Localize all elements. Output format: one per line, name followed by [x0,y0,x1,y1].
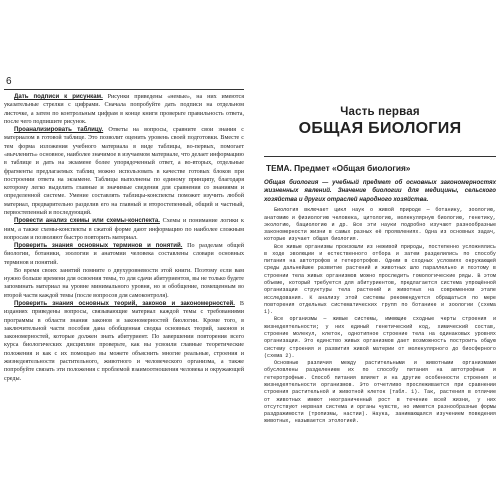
body-paragraph: Основные различия между растительными и животными организмами обусловлены разделением их по способу питания на автотрофные и гетеротрофные. Способ питания влияет и на другие особенности строения и жизнедеятельности организмов. Это отчетливо прослеживается при сравнении строения растительной и животной клеток (табл. 1). Так, растения в отличие от животных имеют неограниченный рост в течение всей жизни, у них отсутствуют нервная система и органы чувств, но имеются разнообразные формы раздражимости (тропизмы, настии). Наука, занимающаяся изучением поведения животных, называется этологией. [264,360,496,425]
page-number: 6 [6,76,12,87]
definition-term: Общая биология [264,179,319,186]
lead-phrase: Дать подписи к рисункам. [14,93,103,100]
paragraph-scheme-analysis: Провести анализ схемы или схемы-конспекта. Схемы и понимание логики к ним, а также схемы-конспекты в сжатой форме дают информацию по наиболее сложным вопросам и позволяют быстро повторить материал. [4,217,244,241]
paragraph-two-levels: Во время своих занятий помните о двухуровневости этой книги. Поэтому если вам нужно больше времени для освоения темы, то для сдачи абитуриентов, вы не только будете запоминать материал на уровне минимального уровня, но и обобщение, помещенным во второй части каждой темы (после вопросов для самоконтроля). [4,267,244,299]
header-rule [4,89,244,90]
lead-phrase: Провести анализ схемы или схемы-конспекта. [14,217,160,225]
paragraph-table-analysis: Проанализировать таблицу. Ответы на вопросы, сравните свои знания с материалом в готовой таблице. Это позволит оценить уровень своей подготовки. Вместе с тем форма изложения учебного материала в виде таблицы, во-первых, помогает «вычленить» основное, наиболее значимое в изучаемом материале, что делает информацию в таблице и дать на экзамене более упорядоченный ответ, а во-вторых, отдельные фрагменты предлагаемых таблиц можно использовать в качестве готовых блоков при построении ответа на экзамене. Таблицы выполнены по единому принципу, благодаря которому легко выделить главные и значимые сведения для сравнения со знаниями и определенной системе. Умение составлять таблицы-конспекты поможет изучить любой материал, предварительно разделив его на главный и второстепенный, общий и частный, первостепенный и последующий. [4,126,245,216]
paragraph-theories: Проверить знания основных теорий, законов и закономерностей. В изданиях приведены вопросы, связывающие материал каждой темы с требованиями программы в области знания законов и закономерностей биологии. Кроме того, в заключительной части пособия дана обобщенная сводка основных теорий, законов и закономерностей, которые должен знать абитуриент. По завершении повторения всего курса биологических дисциплин проверьте, как вы усвоили главные теоретические положения и как с их помощью вы можете объяснить многие реальные, строения и жизнедеятельности растительного, животного и человеческого организма, а также попробуйте связать эти положения с проблемой взаимоотношения человека и окружающей среды. [4,300,244,382]
right-page [250,0,500,500]
paragraph-terms: Проверить знания основных терминов и понятий. По разделам общей биологии, ботаники, зоологии и анатомии человека составлены словари основных терминов и понятий. [4,242,244,266]
topic-rule [264,156,496,157]
section-title: ОБЩАЯ БИОЛОГИЯ [298,120,462,137]
lead-phrase: Проверить знания основных терминов и понятий. [14,242,183,250]
body-paragraph: Все организмы — живые системы, имеющие сходные черты строения и жизнедеятельности; у них единый генетический код, химический состав, строение молекул, клеток, однотипное строение тела на одинаковых уровнях организации. Это единство живых организмов дает возможность построить общую систему строения и развития живой материи от молекулярного до биосферного (схема 2). [264,316,496,359]
paragraph-captions: Дать подписи к рисункам. Рисунки приведены «немые», на них имеются указательные стрелки с цифрами. Сначала попробуйте дать подписи на отдельном листочке, а затем по контрольным цифрам в конце книги проверьте правильность ответа, после чего подпишите рисунок. [4,93,244,125]
part-title: Часть первая [340,106,420,118]
definition-paragraph: Общая биология — учебный предмет об основных закономерностях жизненных явлений. Значение биологии для медицины, сельского хозяйства и других отраслей народного хозяйства. [264,179,496,203]
topic-heading: ТЕМА. Предмет «Общая биология» [266,163,411,173]
body-paragraph: Биология включает цикл наук о живой природе — ботанику, зоологию, анатомию и физиологию человека, цитологию, молекулярную биологию, генетику, экологию, бациологию и др. Все эти науки подробно изучают разнообразные закономерности жизни в самых разных её проявлениях. Одна из основных задач, которые изучает общая биология. [264,207,496,243]
lead-phrase: Проанализировать таблицу. [14,126,104,134]
lead-phrase: Проверить знания основных теорий, законов и закономерностей. [14,300,235,308]
body-paragraph: Все живые организмы произошли из неживой природы, постепенно усложнялись в ходе эволюции и естественного отбора и затем разделились по способу питания на автотрофов и гетеротрофов. Одним в сходных условиях окружающей среды дальнейшее развитие растений и животных шло параллельно и поэтому в строении тела живых организмов можно проследить гомологические ряды. В этом объеме, который требуется для абитуриентов, предлагается система упрощённой организации структуры тела растений и животных на современном этапе исследования. К анализу этой системы рекомендуется обращаться по мере повторения отдельных систематических групп по ботанике и зоологии (схема 1). [264,243,496,316]
